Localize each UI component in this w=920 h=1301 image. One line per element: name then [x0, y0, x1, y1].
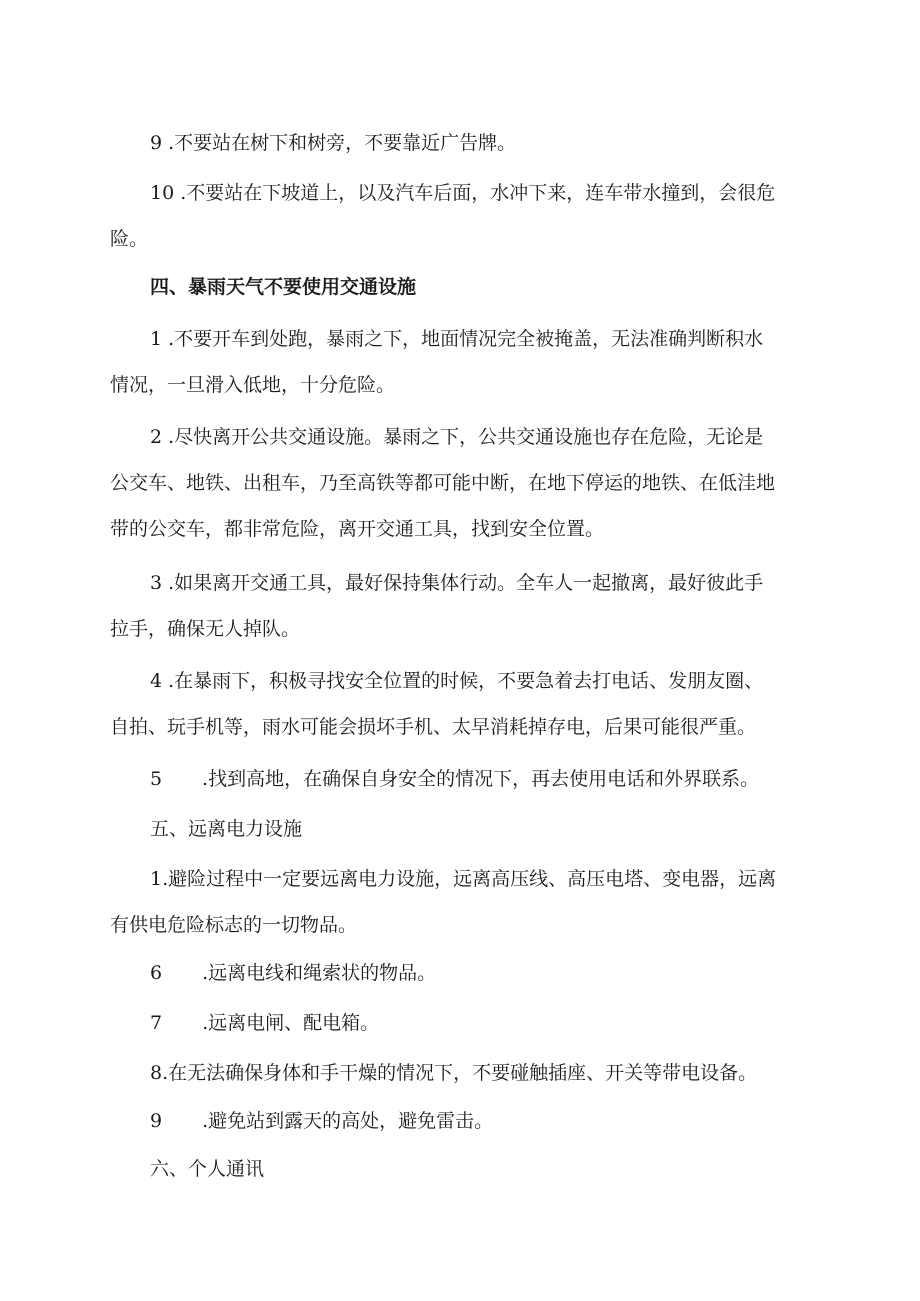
text-line: 9 .不要站在树下和树旁，不要靠近广告牌。 [150, 132, 517, 154]
paragraph-item-3 [110, 560, 812, 652]
text-line: 自拍、玩手机等，雨水可能会损坏手机、太早消耗掉存电，后果可能很严重。 [110, 716, 757, 738]
item-number: 7 [150, 1012, 163, 1034]
item-text: .找到高地，在确保自身安全的情况下，再去使用电话和外界联系。 [202, 768, 760, 790]
paragraph-item-4 [110, 658, 812, 750]
text-line [110, 1098, 812, 1144]
text-line: 4 .在暴雨下，积极寻找安全位置的时候，不要急着去打电话、发朋友圈、 [150, 670, 764, 692]
text-line: 带的公交车，都非常危险，离开交通工具，找到安全位置。 [110, 518, 605, 540]
paragraph-item-5 [110, 756, 812, 802]
item-text: .避免站到露天的高处，避免雷击。 [202, 1110, 494, 1132]
paragraph-item-2 [110, 414, 812, 552]
text-line: 有供电危险标志的一切物品。 [110, 914, 358, 936]
text-line: 拉手，确保无人掉队。 [110, 618, 301, 640]
text-line [110, 756, 812, 802]
heading-text: 四、暴雨天气不要使用交通设施 [150, 276, 417, 298]
heading-text: 六、个人通讯 [150, 1158, 265, 1180]
text-line: 情况，一旦滑入低地，十分危险。 [110, 374, 396, 396]
text-line: 险。 [110, 228, 149, 250]
item-number: 6 [150, 962, 163, 984]
text-line [110, 1000, 812, 1046]
section-heading-6 [110, 1146, 812, 1192]
item-number: 5 [150, 768, 163, 790]
paragraph-item-6 [110, 950, 812, 996]
text-line: 3 .如果离开交通工具，最好保持集体行动。全车人一起撤离，最好彼此手 [150, 572, 764, 594]
text-line: 2 .尽快离开公共交通设施。暴雨之下，公共交通设施也存在危险，无论是 [150, 426, 764, 448]
text-line: 1.避险过程中一定要远离电力设施，远离高压线、高压电塔、变电器，远离 [150, 868, 777, 890]
text-line: 8.在无法确保身体和手干燥的情况下，不要碰触插座、开关等带电设备。 [150, 1062, 758, 1084]
paragraph-item-9b [110, 1098, 812, 1144]
paragraph-item-8 [110, 1050, 812, 1096]
text-line: 10 .不要站在下坡道上，以及汽车后面，水冲下来，连车带水撞到，会很危 [150, 182, 776, 204]
heading-text: 五、远离电力设施 [150, 818, 303, 840]
paragraph-item-1b [110, 856, 812, 948]
item-text: .远离电线和绳索状的物品。 [202, 962, 437, 984]
section-heading-4 [110, 264, 812, 310]
paragraph-item-10 [110, 170, 812, 262]
item-number: 9 [150, 1110, 163, 1132]
section-heading-5 [110, 806, 812, 852]
text-line [110, 950, 812, 996]
paragraph-item-1 [110, 316, 812, 408]
text-line: 公交车、地铁、出租车，乃至高铁等都可能中断，在地下停运的地铁、在低洼地 [110, 472, 776, 494]
paragraph-item-7 [110, 1000, 812, 1046]
text-line: 1 .不要开车到处跑，暴雨之下，地面情况完全被掩盖，无法准确判断积水 [150, 328, 764, 350]
item-text: .远离电闸、配电箱。 [202, 1012, 380, 1034]
paragraph-item-9 [110, 120, 812, 166]
